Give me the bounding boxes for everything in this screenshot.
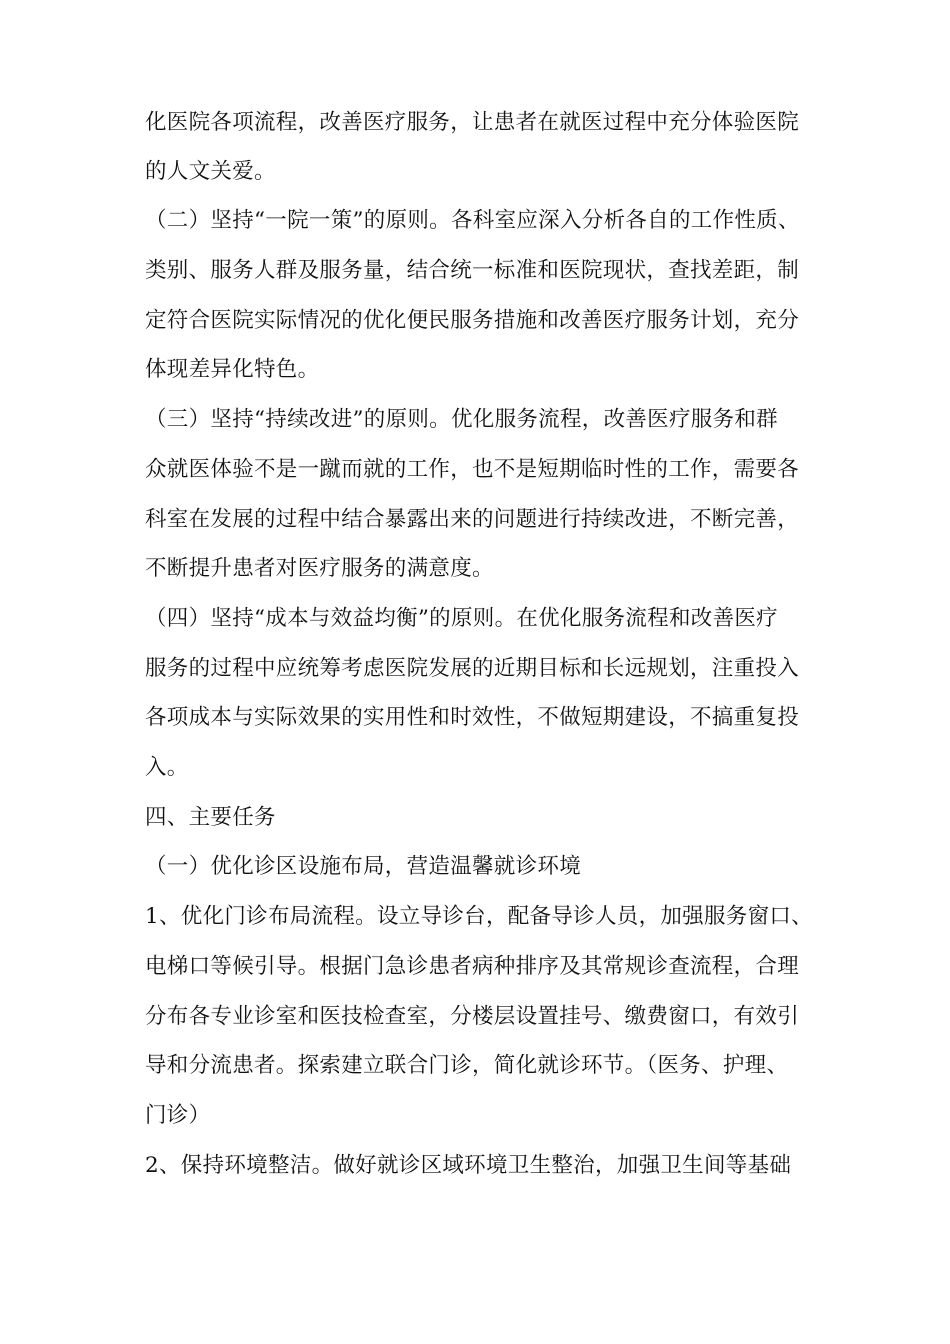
text-line: 电梯口等候引导。根据门急诊患者病种排序及其常规诊查流程，合理 [145,954,800,979]
text-line: 众就医体验不是一蹴而就的工作，也不是短期临时性的工作，需要各 [145,457,800,482]
text-line: （四）坚持“成本与效益均衡”的原则。在优化服务流程和改善医疗 [145,606,778,631]
text-line: 类别、服务人群及服务量，结合统一标准和医院现状，查找差距，制 [145,258,800,283]
text-line: 各项成本与实际效果的实用性和时效性，不做短期建设，不搞重复投 [145,705,800,730]
text-line: 1、优化门诊布局流程。设立导诊台，配备导诊人员，加强服务窗口、 [145,904,813,929]
text-line: 不断提升患者对医疗服务的满意度。 [145,556,494,581]
section-heading: 四、主要任务 [145,805,276,830]
text-line: 2、保持环境整洁。做好就诊区域环境卫生整治，加强卫生间等基础 [145,1153,792,1178]
text-line: 科室在发展的过程中结合暴露出来的问题进行持续改进，不断完善， [145,507,800,532]
text-line: 的人文关爱。 [145,159,276,184]
text-line: （三）坚持“持续改进”的原则。优化服务流程，改善医疗服务和群 [145,407,778,432]
text-line: 定符合医院实际情况的优化便民服务措施和改善医疗服务计划，充分 [145,308,800,333]
subsection-heading: （一）优化诊区设施布局，营造温馨就诊环境 [145,854,582,879]
text-line: 导和分流患者。探索建立联合门诊，简化就诊环节。（医务、护理、 [145,1053,789,1078]
text-line: 门诊） [145,1103,211,1128]
text-line: （二）坚持“一院一策”的原则。各科室应深入分析各自的工作性质、 [145,208,800,233]
text-line: 化医院各项流程，改善医疗服务，让患者在就医过程中充分体验医院 [145,110,800,135]
text-line: 入。 [145,755,189,780]
text-line: 体现差异化特色。 [145,357,320,382]
text-line: 分布各专业诊室和医技检查室，分楼层设置挂号、缴费窗口，有效引 [145,1004,800,1029]
text-line: 服务的过程中应统筹考虑医院发展的近期目标和长远规划，注重投入 [145,656,800,681]
